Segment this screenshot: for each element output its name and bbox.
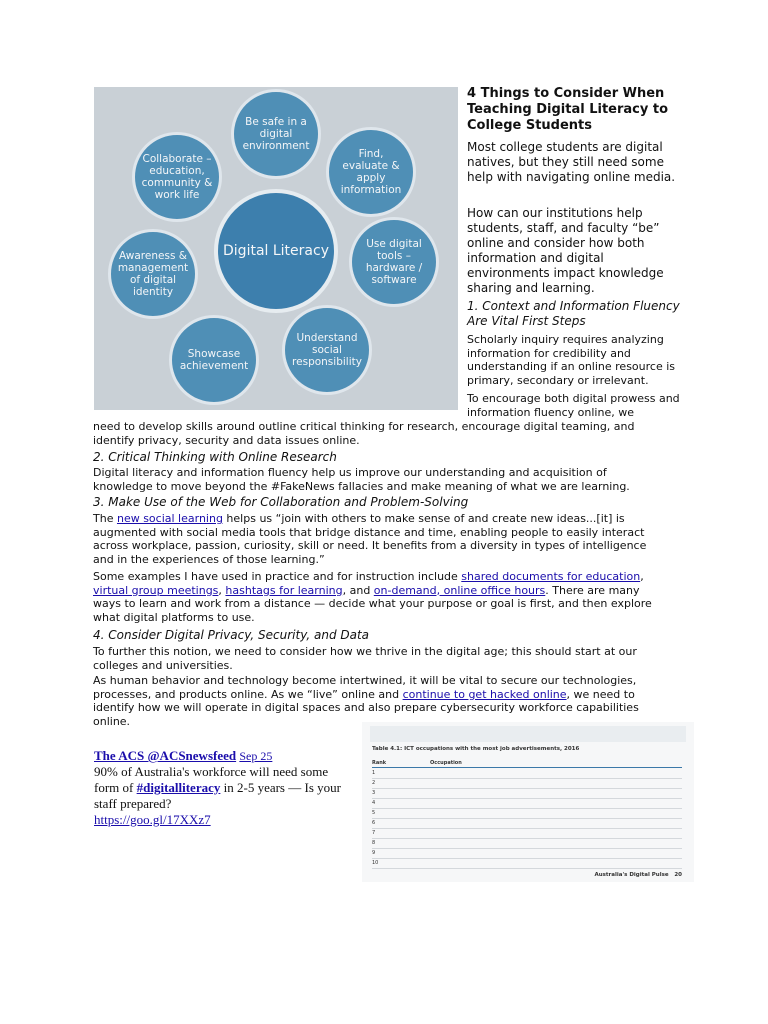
article-title: 4 Things to Consider When Teaching Digital Literacy to College Students [467, 86, 669, 133]
tweet-url-link[interactable]: https://goo.gl/17XXz7 [94, 812, 211, 827]
table-row [372, 800, 682, 809]
table-row [372, 820, 682, 829]
infographic-bubble: Be safe in a digital environment [231, 89, 321, 179]
table-header-row [372, 760, 682, 768]
infographic-bubble: Understand social responsibility [282, 305, 372, 395]
infographic-bubble: Showcase achievement [169, 315, 259, 405]
table-cell-rank: 7 [372, 830, 376, 836]
column-occupation: Occupation [430, 760, 462, 766]
table-cell-rank: 4 [372, 800, 376, 806]
tweet-handle-link[interactable]: The ACS @ACSnewsfeed [94, 748, 237, 763]
digital-literacy-infographic [94, 87, 458, 410]
table-row [372, 830, 682, 839]
table-row [372, 850, 682, 859]
section-2-text: Digital literacy and information fluency help us improve our understanding and acquisition of knowledge to move beyond the #FakeNews fallacies and make meaning of what we are learning. [93, 466, 630, 493]
new-social-learning-link[interactable]: new social learning [116, 512, 223, 525]
tweet-text: 90% of Australia's workforce will need some form of [94, 764, 329, 795]
infographic-bubble: Find, evaluate & apply information [326, 127, 416, 217]
section-3-text: The new social learning helps us “join with others to make sense of and create new ideas...[it] is augmented with social media tools that bridge distance and time, enabling people to easily interact across workplace, passion, curiosity, skill or need. It benefits from a diversity in types of intelligence and in the experiences of those learning.” [93, 512, 647, 567]
shared-documents-link[interactable]: shared documents for education [461, 570, 641, 583]
section-2-heading: 2. Critical Thinking with Online Research [93, 450, 337, 464]
table-cell-rank: 1 [372, 770, 376, 776]
table-title: Table 4.1: ICT occupations with the most job advertisements, 2016 [372, 746, 580, 752]
table-row [372, 810, 682, 819]
table-cell-rank: 5 [372, 810, 376, 816]
table-row [372, 840, 682, 849]
ict-occupations-table-image [362, 722, 694, 882]
column-rank: Rank [372, 760, 387, 766]
table-cell-rank: 10 [372, 860, 379, 866]
table-cell-rank: 6 [372, 820, 376, 826]
office-hours-link[interactable]: on-demand, online office hours [373, 583, 546, 597]
tweet-date-link[interactable]: Sep 25 [239, 749, 273, 763]
table-cell-rank: 3 [372, 790, 376, 796]
table-row [372, 770, 682, 779]
intro-paragraph-2: How can our institutions help students, staff, and faculty “be” online and consider how both information and digital environments impact knowledge sharing and learning. [467, 206, 664, 295]
section-3-heading: 3. Make Use of the Web for Collaboration and Problem-Solving [93, 495, 469, 509]
section-3-examples: Some examples I have used in practice and for instruction include shared documents for education, virtual group meetings, hashtags for learning, and on-demand, online office hours. There are many ways to learn and work from a distance — decide what your purpose or goal is first, and then explore what digital platforms to use. [93, 570, 652, 625]
section-1-text-b-cont: need to develop skills around outline critical thinking for research, encourage digital teaming, and identify privacy, security and data issues online. [93, 420, 635, 447]
table-cell-rank: 2 [372, 780, 376, 786]
intro-paragraph-1: Most college students are digital natives, but they still need some help with navigating online media. [467, 140, 676, 184]
section-1-heading: 1. Context and Information Fluency Are Vital First Steps [467, 299, 680, 328]
table-row [372, 790, 682, 799]
table-row [372, 780, 682, 789]
infographic-bubble: Awareness & management of digital identity [108, 229, 198, 319]
tweet-hashtag-link[interactable]: #digitalliteracy [136, 780, 221, 795]
table-footer: Australia's Digital Pulse 20 [594, 872, 682, 878]
section-4-text-a: To further this notion, we need to consider how we thrive in the digital age; this should start at our colleges and universities. [93, 645, 637, 672]
table-cell-rank: 9 [372, 850, 376, 856]
table-row [372, 860, 682, 869]
section-1-text-a: Scholarly inquiry requires analyzing information for credibility and understanding if an online resource is primary, secondary or irrelevant. [467, 333, 676, 388]
table-cell-rank: 8 [372, 840, 376, 846]
section-1-text-b-start: To encourage both digital prowess and information fluency online, we [467, 392, 680, 419]
tweet-embed: The ACS @ACSnewsfeed Sep 25 90% of Australia's workforce will need some form of #digitalliteracy in 2-5 years — Is your staff prepared? https://goo.gl/17XXz7 [94, 748, 341, 827]
section-4-text-b: As human behavior and technology become intertwined, it will be vital to secure our technologies, processes, and products online. As we “live” online and continue to get hacked online, we need to identify how we will operate in digital spaces and also prepare cybersecurity workforce capabilities online. [93, 674, 639, 729]
table-header-band [370, 726, 686, 742]
infographic-bubble: Use digital tools – hardware / software [349, 217, 439, 307]
section-4-heading: 4. Consider Digital Privacy, Security, and Data [93, 628, 370, 642]
virtual-group-meetings-link[interactable]: virtual group meetings [93, 583, 219, 597]
get-hacked-link[interactable]: continue to get hacked online [402, 687, 567, 701]
infographic-center: Digital Literacy [214, 189, 338, 313]
infographic-bubble: Collaborate – education, community & work life [132, 132, 222, 222]
hashtags-for-learning-link[interactable]: hashtags for learning [225, 583, 343, 597]
